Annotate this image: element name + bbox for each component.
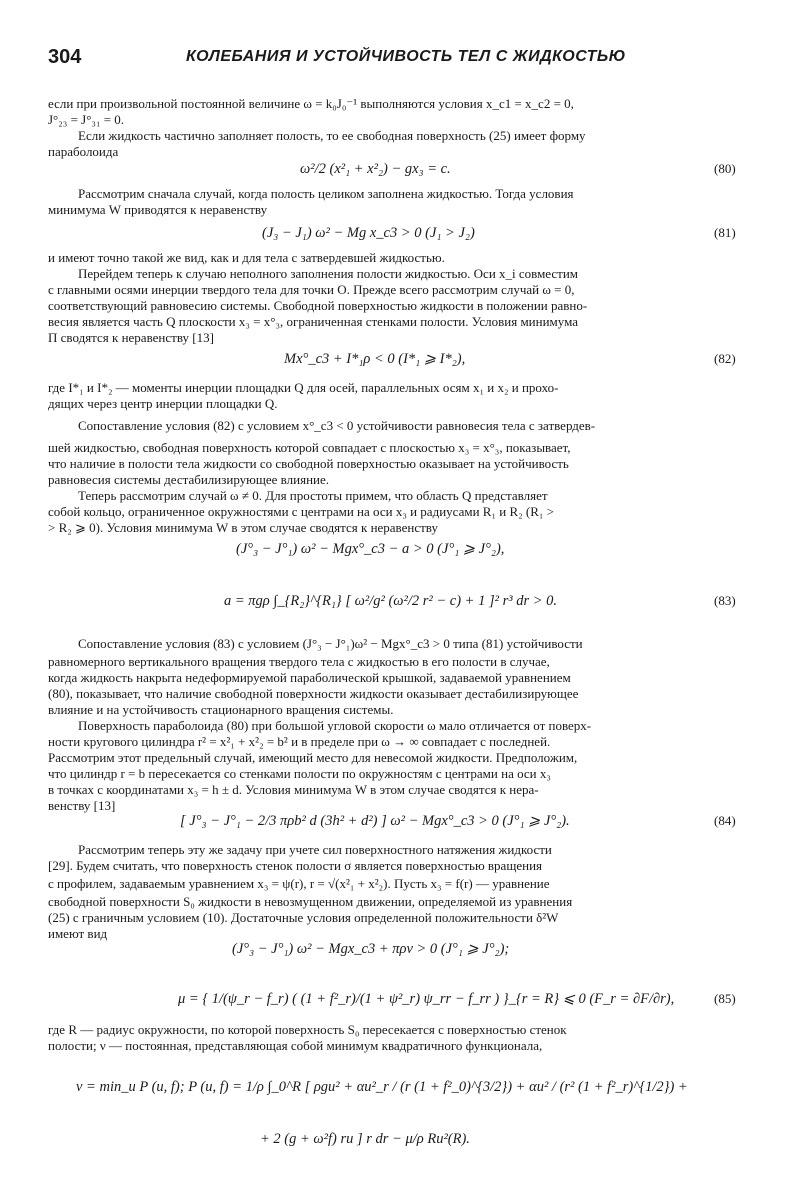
text-line: венству [13] (48, 798, 116, 813)
text-line: собой кольцо, ограниченное окружностями с центрами на оси x₃ и радиусами R₁ и R₂ (R₁ > (48, 504, 555, 519)
equation-eq82: Mx°_c3 + I*₁ρ < 0 (I*₁ ⩾ I*₂), (284, 351, 466, 367)
text-line: если при произвольной постоянной величине ω = k₀J₀⁻¹ выполняются условия x_c1 = x_c2 = 0, (48, 96, 574, 111)
equation-number: (83) (714, 593, 736, 608)
text-line: соответствующий равновесию системы. Свободной поверхностью жидкости в положении равно- (48, 298, 588, 313)
text-line: полости; ν — постоянная, представляющая собой минимум квадратичного функционала, (48, 1038, 543, 1053)
text-line: свободной поверхности S₀ жидкости в невозмущенном движении, определяемой из уравнения (48, 894, 573, 909)
text-line: Сопоставление условия (82) с условием x°_c3 < 0 устойчивости равновесия тела с затвердев- (78, 418, 596, 433)
equation-eq83b: a = πgρ ∫_{R₂}^{R₁} [ ω²/g² (ω²/2 r² − c) + 1 ]² r³ dr > 0. (224, 593, 557, 609)
equation-eq86a: ν = min_u P (u, f); P (u, f) = 1/ρ ∫_0^R [ ρgu² + αu²_r / (r (1 + f²_0)^{3/2}) + αu² / (r² (1 + f²_r)^{1/2}) + (76, 1079, 688, 1095)
text-line: где R — радиус окружности, по которой поверхность S₀ пересекается с поверхностью стенок (48, 1022, 567, 1037)
text-line: Рассмотрим сначала случай, когда полость целиком заполнена жидкостью. Тогда условия (78, 186, 574, 201)
text-line: Перейдем теперь к случаю неполного заполнения полости жидкостью. Оси x_i совместим (78, 266, 579, 281)
equation-eq80: ω²/2 (x²₁ + x²₂) − gx₃ = c. (300, 161, 451, 177)
equation-number: (84) (714, 813, 736, 828)
text-line: Рассмотрим этот предельный случай, имеющий место для невесомой жидкости. Предположим, (48, 750, 578, 765)
text-line: (80), показывает, что наличие свободной поверхности жидкости оказывает дестабилизирующее (48, 686, 579, 701)
text-line: с профилем, задаваемым уравнением x₃ = ψ(r), r = √(x²₁ + x²₂). Пусть x₃ = f(r) — уравнение (48, 876, 550, 891)
text-line: Если жидкость частично заполняет полость, то ее свободная поверхность (25) имеет форму (78, 128, 586, 143)
text-line: где I*₁ и I*₂ — моменты инерции площадки Q для осей, параллельных осям x₁ и x₂ и прохо- (48, 380, 559, 395)
text-line: весия является часть Q плоскости x₃ = x°₃, ограниченная стенками полости. Условия минимума (48, 314, 579, 329)
equation-number: (85) (714, 991, 736, 1006)
equation-eq83a: (J°₃ − J°₁) ω² − Mgx°_c3 − a > 0 (J°₁ ⩾ J°₂), (236, 541, 505, 557)
text-line: когда жидкость накрыта недеформируемой параболической крышкой, задаваемой уравнением (48, 670, 571, 685)
equation-eq85a: (J°₃ − J°₁) ω² − Mgx_c3 + πρν > 0 (J°₁ ⩾ J°₂); (232, 941, 510, 957)
text-line: с главными осями инерции твердого тела для точки O. Прежде всего рассмотрим случай ω = 0, (48, 282, 575, 297)
text-line: Теперь рассмотрим случай ω ≠ 0. Для простоты примем, что область Q представляет (78, 488, 548, 503)
equation-eq86b: + 2 (g + ω²f) ru ] r dr − μ/ρ Ru²(R). (260, 1131, 470, 1147)
text-line: влияние и на устойчивость стационарного вращения системы. (48, 702, 394, 717)
text-line: минимума W приводятся к неравенству (48, 202, 268, 217)
text-line: (25) с граничным условием (10). Достаточные условия определенной положительности δ²W (48, 910, 559, 925)
text-line: Поверхность параболоида (80) при большой угловой скорости ω мало отличается от поверх- (78, 718, 592, 733)
equation-number: (82) (714, 351, 736, 366)
text-line: дящих через центр инерции площадки Q. (48, 396, 278, 411)
text-line: [29]. Будем считать, что поверхность стенок полости σ является поверхностью вращения (48, 858, 542, 873)
text-line: П сводятся к неравенству [13] (48, 330, 214, 345)
equation-number: (81) (714, 225, 736, 240)
text-line: шей жидкостью, свободная поверхность которой совпадает с плоскостью x₃ = x°₃, показывает, (48, 440, 571, 455)
text-line: Рассмотрим теперь эту же задачу при учете сил поверхностного натяжения жидкости (78, 842, 552, 857)
equation-eq85b: μ = { 1/(ψ_r − f_r) ( (1 + f²_r)/(1 + ψ²_r) ψ_rr − f_rr ) }_{r = R} ⩽ 0 (F_r = ∂F/∂r), (178, 991, 675, 1007)
text-line: что наличие в полости тела жидкости со свободной поверхностью оказывает на устойчивость (48, 456, 569, 471)
equation-eq84: [ J°₃ − J°₁ − 2/3 πρb² d (3h² + d²) ] ω² − Mgx°_c3 > 0 (J°₁ ⩾ J°₂). (180, 813, 570, 829)
text-line: параболоида (48, 144, 119, 159)
text-line: равномерного вертикального вращения твердого тела с жидкостью в его полости в случае, (48, 654, 550, 669)
text-line: J°₂₃ = J°₃₁ = 0. (48, 112, 125, 127)
text-line: имеют вид (48, 926, 108, 941)
equation-eq81: (J₃ − J₁) ω² − Mg x_c3 > 0 (J₁ > J₂) (262, 225, 475, 241)
equation-number: (80) (714, 161, 736, 176)
page-header (48, 46, 748, 70)
text-line: в точках с координатами x₃ = h ± d. Условия минимума W в этом случае сводятся к нера- (48, 782, 539, 797)
text-line: и имеют точно такой же вид, как и для тела с затвердевшей жидкостью. (48, 250, 445, 265)
page-number: 304 (48, 46, 82, 68)
text-line: > R₂ ⩾ 0). Условия минимума W в этом случае сводятся к неравенству (48, 520, 438, 535)
text-line: Сопоставление условия (83) с условием (J°₃ − J°₁)ω² − Mgx°_c3 > 0 типа (81) устойчивости (78, 636, 583, 651)
running-title: КОЛЕБАНИЯ И УСТОЙЧИВОСТЬ ТЕЛ С ЖИДКОСТЬЮ (186, 48, 626, 65)
text-line: ности кругового цилиндра r² = x²₁ + x²₂ = b² и в пределе при ω → ∞ совпадает с последней. (48, 734, 551, 749)
text-line: что цилиндр r = b пересекается со стенками полости по окружностям с центрами на оси x₃ (48, 766, 551, 781)
text-line: равновесия системы дестабилизирующее влияние. (48, 472, 329, 487)
